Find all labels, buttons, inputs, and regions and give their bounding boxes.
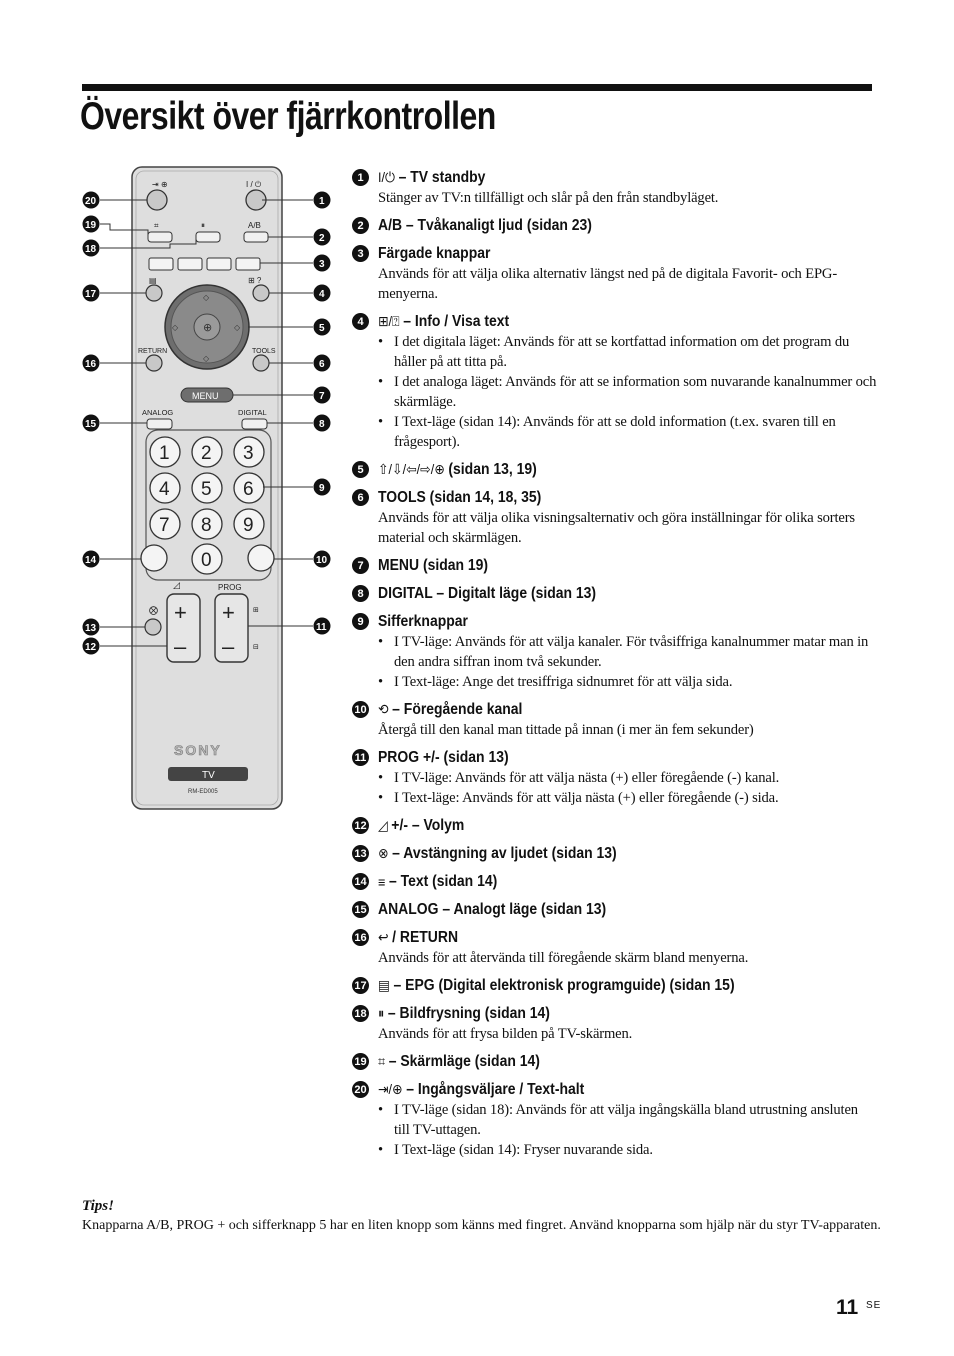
item-title-wrap <box>378 929 458 947</box>
callout-number: 11 <box>316 622 327 633</box>
callout-number: 16 <box>85 359 97 370</box>
previous-channel-button[interactable] <box>248 545 274 571</box>
item-number: 19 <box>352 1053 369 1070</box>
item-title-wrap <box>378 873 497 891</box>
item-title-wrap <box>378 313 509 331</box>
item-title-wrap <box>378 217 592 235</box>
screen-mode-button[interactable] <box>148 232 172 242</box>
item-heading <box>352 611 877 632</box>
item-heading <box>352 1051 877 1072</box>
item-heading <box>352 975 877 996</box>
item-title-wrap <box>378 1053 540 1071</box>
mute-icon: ⨂ <box>149 605 158 615</box>
tools-label: TOOLS <box>252 348 276 355</box>
item-number: 10 <box>352 701 369 718</box>
item-heading <box>352 899 877 920</box>
item-heading <box>352 555 877 576</box>
item-heading <box>352 843 877 864</box>
return-button[interactable] <box>146 355 162 371</box>
blue-button[interactable] <box>236 258 260 270</box>
item-bullet: • I Text-läge: Används för att välja nästa (+) eller föregående (-) sida. <box>378 788 877 808</box>
description-item <box>352 975 877 996</box>
screen-mode-icon: ⌗ <box>154 221 159 230</box>
down-arrow-icon: ◇ <box>203 354 210 363</box>
item-title-wrap <box>378 845 617 863</box>
item-title: – Text (sidan 14) <box>388 872 498 890</box>
item-description: Används för att frysa bilden på TV-skärmen. <box>378 1026 633 1042</box>
item-title-wrap <box>378 585 596 603</box>
text-up-icon: ⊞ <box>253 607 259 614</box>
item-heading <box>352 243 877 264</box>
item-number: 5 <box>352 461 369 478</box>
callout-number: 19 <box>85 220 97 231</box>
text-button[interactable] <box>141 545 167 571</box>
tools-button[interactable] <box>253 355 269 371</box>
digit-label: 0 <box>201 550 212 571</box>
item-number: 11 <box>352 749 369 766</box>
item-symbol-icon: ◿ <box>378 817 388 833</box>
item-title-wrap <box>378 1005 550 1023</box>
item-symbol-icon: ⏸ <box>378 1005 385 1021</box>
callout-number: 4 <box>319 289 325 300</box>
item-title: MENU (sidan 19) <box>378 556 489 574</box>
ab-label: A/B <box>248 221 261 230</box>
callout-number: 13 <box>85 623 97 634</box>
item-title: ANALOG – Analogt läge (sidan 13) <box>378 900 607 918</box>
item-title-wrap <box>378 489 541 507</box>
callout-number: 8 <box>319 419 325 430</box>
analog-button[interactable] <box>147 419 172 429</box>
item-heading <box>352 215 877 236</box>
right-arrow-icon: ◇ <box>234 323 241 332</box>
digital-label: DIGITAL <box>238 408 267 417</box>
yellow-button[interactable] <box>207 258 231 270</box>
description-item <box>352 927 877 968</box>
item-title: Färgade knappar <box>378 244 491 262</box>
item-number: 2 <box>352 217 369 234</box>
item-symbol-icon: ⊗ <box>378 845 389 861</box>
item-number: 8 <box>352 585 369 602</box>
item-title: Sifferknappar <box>378 612 468 630</box>
description-item <box>352 167 877 208</box>
item-heading <box>352 699 877 720</box>
item-title: A/B – Tvåkanaligt ljud (sidan 23) <box>378 216 592 234</box>
item-bullet: • I Text-läge (sidan 14): Fryser nuvarande sida. <box>378 1140 877 1160</box>
description-item <box>352 243 877 304</box>
description-item <box>352 611 877 692</box>
item-bullet: • I det analoga läget: Används för att se information som nuvarande kanalnummer och skärmläge. <box>378 372 877 412</box>
item-number: 12 <box>352 817 369 834</box>
left-arrow-icon: ◇ <box>172 323 179 332</box>
button-descriptions <box>352 160 877 1160</box>
brand-logo: SONY <box>174 742 222 758</box>
item-heading <box>352 747 877 768</box>
callout-number: 1 <box>319 196 325 207</box>
info-icon: ⊞ ? <box>248 276 262 285</box>
tips-heading: Tips! <box>82 1198 114 1214</box>
tips-box <box>82 1198 882 1235</box>
item-title: / RETURN <box>392 928 459 946</box>
item-title-wrap <box>378 461 537 479</box>
up-arrow-icon: ◇ <box>203 293 210 302</box>
item-symbol-icon: ⊞/⍰ <box>378 313 400 329</box>
item-heading <box>352 583 877 604</box>
description-item <box>352 583 877 604</box>
item-symbol-icon: ≡ <box>378 873 386 890</box>
input-icon: ⇥ ⊕ <box>152 180 168 189</box>
digital-button[interactable] <box>242 419 267 429</box>
item-number: 6 <box>352 489 369 506</box>
item-number: 13 <box>352 845 369 862</box>
callout-number: 20 <box>85 196 97 207</box>
description-item <box>352 899 877 920</box>
item-bullet: • I det digitala läget: Används för att se kortfattad information om det program du håller på att titta på. <box>378 332 877 372</box>
digit-label: 4 <box>159 479 170 500</box>
callout-number: 15 <box>85 419 97 430</box>
item-title: – Info / Visa text <box>403 312 510 330</box>
item-title-wrap <box>378 557 488 575</box>
item-title: PROG +/- (sidan 13) <box>378 748 509 766</box>
item-number: 1 <box>352 169 369 186</box>
volume-down-icon: – <box>174 634 187 659</box>
item-heading <box>352 815 877 836</box>
item-title: TOOLS (sidan 14, 18, 35) <box>378 488 542 506</box>
digit-label: 2 <box>201 443 212 464</box>
model-label: RM-ED005 <box>188 789 218 795</box>
item-title: DIGITAL – Digitalt läge (sidan 13) <box>378 584 597 602</box>
item-title: – Föregående kanal <box>392 700 523 718</box>
epg-icon: ▤ <box>149 276 157 285</box>
item-symbol-icon: ⟲ <box>378 701 389 717</box>
item-title: – TV standby <box>398 168 486 186</box>
item-symbol-icon: ⇧/⇩/⇦/⇨/⊕ <box>378 461 445 477</box>
item-heading <box>352 1079 877 1100</box>
item-number: 4 <box>352 313 369 330</box>
freeze-icon: ⏸ <box>201 221 205 230</box>
freeze-button[interactable] <box>196 232 220 242</box>
item-title: – EPG (Digital elektronisk programguide) (sidan 15) <box>393 976 735 994</box>
description-item <box>352 1079 877 1160</box>
item-number: 16 <box>352 929 369 946</box>
red-button[interactable] <box>149 258 173 270</box>
item-bullet: • I Text-läge (sidan 14): Används för att se dold information (t.ex. svaren till en frågesport). <box>378 412 877 452</box>
digit-label: 9 <box>243 515 254 536</box>
item-title-wrap <box>378 817 464 835</box>
input-button[interactable] <box>147 190 167 210</box>
callout-number: 17 <box>85 289 97 300</box>
item-title: – Skärmläge (sidan 14) <box>388 1052 540 1070</box>
item-heading <box>352 871 877 892</box>
callout-number: 5 <box>319 323 325 334</box>
tips-text: Knapparna A/B, PROG + och sifferknapp 5 har en liten knopp som känns med fingret. Använd knopparna som hjälp när du styr TV-apparaten. <box>82 1218 881 1233</box>
item-title-wrap <box>378 613 468 631</box>
prog-up-icon: + <box>222 600 235 625</box>
item-symbol-icon: ⇥/⊕ <box>378 1081 403 1097</box>
callout-number: 7 <box>319 391 325 402</box>
callout-number: 6 <box>319 359 325 370</box>
item-title-wrap <box>378 977 735 995</box>
green-button[interactable] <box>178 258 202 270</box>
item-symbol-icon: I/⏻ <box>378 169 395 185</box>
item-title: (sidan 13, 19) <box>448 460 537 478</box>
callout-number: 14 <box>85 555 97 566</box>
description-item <box>352 699 877 740</box>
epg-button[interactable] <box>146 285 162 301</box>
item-title-wrap <box>378 749 509 767</box>
item-number: 14 <box>352 873 369 890</box>
item-heading <box>352 487 877 508</box>
volume-icon: ◿ <box>173 580 180 590</box>
ab-button[interactable] <box>244 232 268 242</box>
callout-number: 12 <box>85 642 97 653</box>
description-item <box>352 1051 877 1072</box>
item-heading <box>352 167 877 188</box>
item-title-wrap <box>378 169 485 187</box>
item-number: 7 <box>352 557 369 574</box>
menu-label: MENU <box>192 391 219 401</box>
item-title-wrap <box>378 1081 584 1099</box>
item-title-wrap <box>378 901 606 919</box>
item-number: 15 <box>352 901 369 918</box>
power-label: I / ⏻ <box>246 180 262 189</box>
item-heading <box>352 927 877 948</box>
item-title-wrap <box>378 701 522 719</box>
item-title-wrap <box>378 245 490 263</box>
description-item <box>352 1003 877 1044</box>
digit-label: 8 <box>201 515 212 536</box>
item-number: 20 <box>352 1081 369 1098</box>
volume-up-icon: + <box>174 600 187 625</box>
callout-number: 3 <box>319 259 325 270</box>
item-heading <box>352 311 877 332</box>
page-title: Översikt över fjärrkontrollen <box>80 95 496 138</box>
title-rule <box>82 84 872 91</box>
item-number: 17 <box>352 977 369 994</box>
mute-button[interactable] <box>145 619 161 635</box>
callout-number: 9 <box>319 483 325 494</box>
digit-label: 6 <box>243 479 254 500</box>
item-description: Används för att välja olika visningsalternativ och göra inställningar för olika sorters material och skärmlägen. <box>378 510 855 546</box>
item-title: – Avstängning av ljudet (sidan 13) <box>392 844 617 862</box>
item-title: – Ingångsväljare / Text-halt <box>406 1080 585 1098</box>
description-item <box>352 815 877 836</box>
callout-number: 10 <box>316 555 328 566</box>
item-bullet: • I TV-läge: Används för att välja nästa (+) eller föregående (-) kanal. <box>378 768 877 788</box>
item-bullet: • I Text-läge: Ange det tresiffriga sidnumret för att välja sida. <box>378 672 877 692</box>
description-item <box>352 215 877 236</box>
item-symbol-icon: ↩ <box>378 929 389 945</box>
prog-label: PROG <box>218 583 242 592</box>
digit-label: 1 <box>159 443 170 464</box>
analog-label: ANALOG <box>142 408 174 417</box>
item-description: Används för att återvända till föregående skärm bland menyerna. <box>378 950 749 966</box>
info-button[interactable] <box>253 285 269 301</box>
remote-control-illustration <box>70 160 350 820</box>
item-number: 3 <box>352 245 369 262</box>
description-item <box>352 871 877 892</box>
ok-icon: ⊕ <box>203 322 213 334</box>
item-title: – Bildfrysning (sidan 14) <box>387 1004 550 1022</box>
item-heading <box>352 1003 877 1024</box>
digit-label: 5 <box>201 479 212 500</box>
description-item <box>352 747 877 808</box>
tv-label: TV <box>202 770 215 781</box>
item-symbol-icon: ▤ <box>378 977 390 993</box>
item-symbol-icon: ⌗ <box>378 1053 386 1069</box>
callout-number: 2 <box>319 233 325 244</box>
item-description: Används för att välja olika alternativ längst ned på de digitala Favorit- och EPG-menyerna. <box>378 266 838 302</box>
description-item <box>352 843 877 864</box>
text-down-icon: ⊟ <box>253 644 259 651</box>
item-description: Stänger av TV:n tillfälligt och slår på den från standbyläget. <box>378 190 719 206</box>
description-item <box>352 311 877 452</box>
page-number: 11 <box>836 1296 859 1319</box>
digit-label: 7 <box>159 515 170 536</box>
description-item <box>352 459 877 480</box>
item-description: Återgå till den kanal man tittade på innan (i mer än fem sekunder) <box>378 722 754 738</box>
item-heading <box>352 459 877 480</box>
item-number: 9 <box>352 613 369 630</box>
item-bullet: • I TV-läge: Används för att välja kanaler. För tvåsiffriga kanalnummer matar man in den andra siffran inom två sekunder. <box>378 632 877 672</box>
item-bullet: • I TV-läge (sidan 18): Används för att välja ingångskälla bland utrustning ansluten till TV-uttagen. <box>378 1100 877 1140</box>
page-language: SE <box>866 1300 882 1311</box>
return-label: RETURN <box>138 348 168 355</box>
item-title: +/- – Volym <box>391 816 465 834</box>
description-item <box>352 555 877 576</box>
callout-number: 18 <box>85 244 97 255</box>
item-number: 18 <box>352 1005 369 1022</box>
prog-down-icon: – <box>222 634 235 659</box>
digit-label: 3 <box>243 443 254 464</box>
description-item <box>352 487 877 548</box>
